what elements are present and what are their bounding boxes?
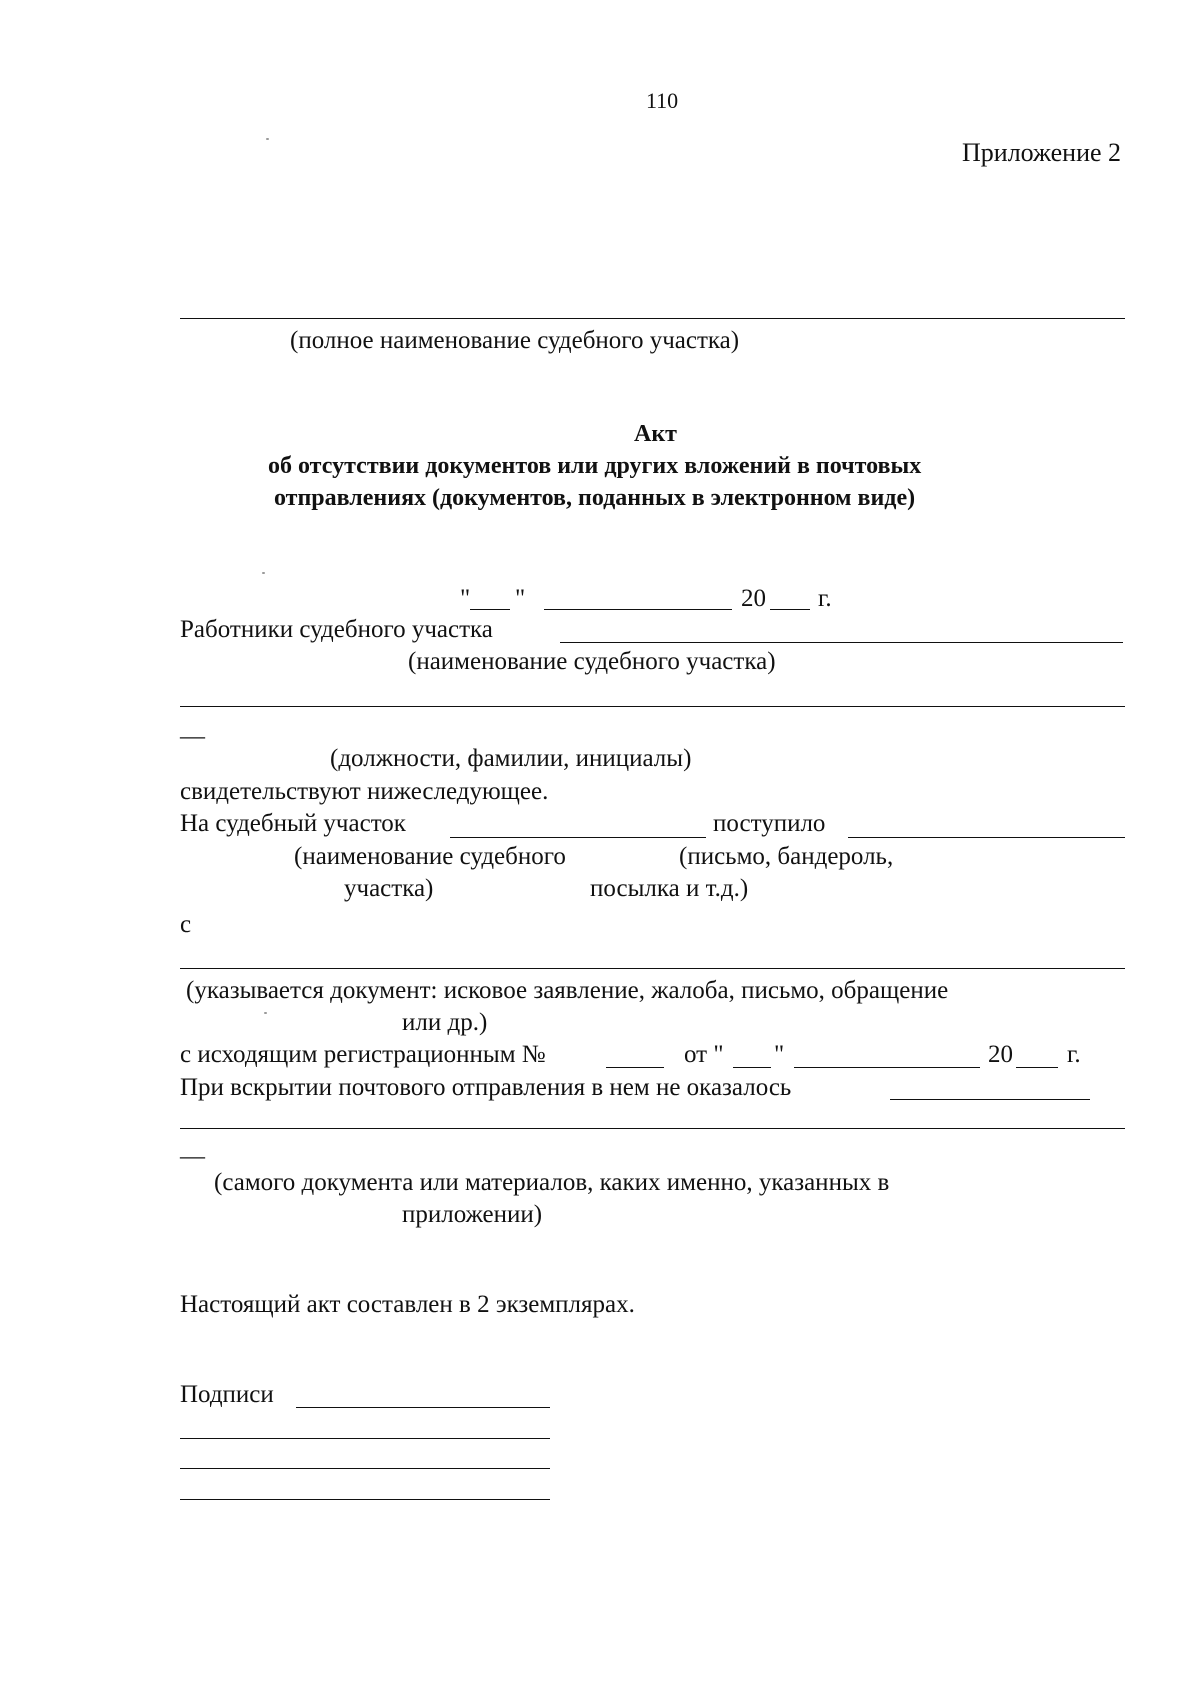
outgoing-from-label: от " <box>684 1041 724 1068</box>
received-type-hint-line2: посылка и т.д.) <box>590 875 749 902</box>
opening-blank <box>890 1099 1090 1100</box>
act-subtitle-line1: об отсутствии документов или других вложений в почтовых <box>268 453 922 479</box>
scan-speck <box>266 138 269 140</box>
scan-speck <box>264 1012 267 1014</box>
outgoing-year-suffix: г. <box>1067 1041 1081 1068</box>
date-day-blank <box>470 609 510 610</box>
workers-testify: свидетельствуют нижеследующее. <box>180 778 549 805</box>
workers-positions-line <box>180 706 1125 707</box>
document-line <box>180 968 1125 969</box>
signatures-label: Подписи <box>180 1381 274 1408</box>
received-label: На судебный участок <box>180 810 406 837</box>
received-type-blank <box>848 837 1125 838</box>
opening-dash: — <box>180 1143 205 1170</box>
date-year-suffix: г. <box>818 585 832 612</box>
outgoing-quote-close: " <box>774 1041 785 1068</box>
date-year-prefix: 20 <box>741 585 766 612</box>
workers-positions-hint: (должности, фамилии, инициалы) <box>330 745 692 772</box>
document-hint-line1: (указывается документ: исковое заявление, жалоба, письмо, обращение <box>186 977 949 1004</box>
date-quote-close: " <box>515 585 526 612</box>
signature-line-4 <box>180 1499 550 1500</box>
date-year-blank <box>770 609 810 610</box>
workers-dash: — <box>180 723 205 750</box>
signature-line-3 <box>180 1468 550 1469</box>
received-court-hint-line2: участка) <box>344 875 434 902</box>
outgoing-month-blank <box>794 1067 980 1068</box>
workers-court-blank <box>560 642 1123 643</box>
date-month-blank <box>544 609 732 610</box>
received-court-hint-line1: (наименование судебного <box>294 843 566 870</box>
document-hint-line2: или др.) <box>402 1009 488 1036</box>
workers-label: Работники судебного участка <box>180 616 493 643</box>
outgoing-number-blank <box>606 1067 664 1068</box>
opening-text: При вскрытии почтового отправления в нем не оказалось <box>180 1074 792 1101</box>
court-full-name-line <box>180 318 1125 319</box>
signature-line-2 <box>180 1438 550 1439</box>
opening-line <box>180 1128 1125 1129</box>
received-with: с <box>180 911 192 938</box>
outgoing-label: с исходящим регистрационным № <box>180 1041 546 1068</box>
received-type-hint-line1: (письмо, бандероль, <box>679 843 894 870</box>
date-quote-open: " <box>460 585 471 612</box>
act-subtitle-line2: отправлениях (документов, поданных в электронном виде) <box>274 485 916 511</box>
outgoing-year-prefix: 20 <box>988 1041 1013 1068</box>
act-title: Акт <box>634 421 677 447</box>
workers-court-hint: (наименование судебного участка) <box>408 648 776 675</box>
court-full-name-hint: (полное наименование судебного участка) <box>290 327 740 354</box>
scan-speck <box>262 572 265 574</box>
received-arrived: поступило <box>713 810 826 837</box>
appendix-label: Приложение 2 <box>962 138 1122 167</box>
opening-hint-line1: (самого документа или материалов, каких именно, указанных в <box>214 1169 890 1196</box>
opening-hint-line2: приложении) <box>402 1201 543 1228</box>
signature-line-1 <box>296 1407 550 1408</box>
received-court-blank <box>450 837 706 838</box>
copies-text: Настоящий акт составлен в 2 экземплярах. <box>180 1291 635 1318</box>
page-number: 110 <box>646 88 679 113</box>
outgoing-year-blank <box>1016 1067 1058 1068</box>
outgoing-day-blank <box>733 1067 771 1068</box>
